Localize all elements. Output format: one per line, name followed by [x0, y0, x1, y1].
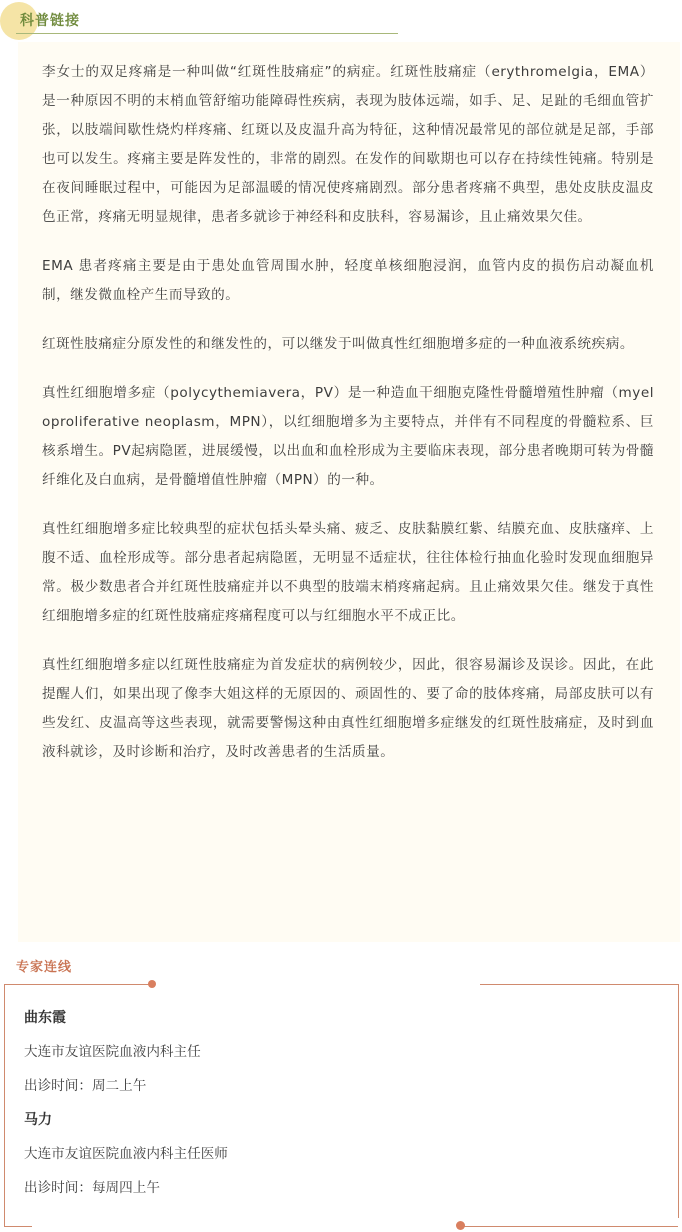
- expert-list: [24, 1006, 664, 1210]
- expert-section-title: 专家连线: [16, 960, 73, 975]
- expert-section: [0, 948, 682, 1232]
- frame-border-top-right: [480, 984, 678, 985]
- frame-border-bottom-left: [4, 1226, 32, 1227]
- doctor-clinic-time: 出诊时间：周二上午: [24, 1078, 147, 1094]
- frame-border-right: [678, 984, 679, 1218]
- frame-border-left: [4, 984, 5, 1227]
- article-body: [42, 58, 654, 787]
- frame-border-top: [4, 984, 152, 985]
- article-paragraph: EMA 患者疼痛主要是由于患处血管周围水肿，轻度单核细胞浸润，血管内皮的损伤启动凝血机制，继发微血栓产生而导致的。: [42, 258, 654, 303]
- doctor-name: 马力: [24, 1112, 52, 1128]
- doctor-position: 大连市友谊医院血液内科主任医师: [24, 1146, 228, 1162]
- article-paragraph: 真性红细胞增多症以红斑性肢痛症为首发症状的病例较少，因此，很容易漏诊及误诊。因此，在此提醒人们，如果出现了像李大姐这样的无原因的、顽固性的、要了命的肢体疼痛，局部皮肤可以有些发红、皮温高等这些表现，就需要警惕这种由真性红细胞增多症继发的红斑性肢痛症，及时到血液科就诊，及时诊断和治疗，及时改善患者的生活质量。: [42, 657, 654, 760]
- article-paragraph: 李女士的双足疼痛是一种叫做“红斑性肢痛症”的病症。红斑性肢痛症（erythromelgia，EMA）是一种原因不明的末梢血管舒缩功能障碍性疾病，表现为肢体远端，如手、足、足趾的毛细血管扩张，以肢端间歇性烧灼样疼痛、红斑以及皮温升高为特征，这种情况最常见的部位就是足部，手部也可以发生。疼痛主要是阵发性的，非常的剧烈。在发作的间歇期也可以存在持续性钝痛。特别是在夜间睡眠过程中，可能因为足部温暖的情况使疼痛剧烈。部分患者疼痛不典型，患处皮肤皮温皮色正常，疼痛无明显规律，患者多就诊于神经科和皮肤科，容易漏诊，且止痛效果欠佳。: [42, 64, 654, 225]
- doctor-clinic-time: 出诊时间：每周四上午: [24, 1180, 160, 1196]
- article-paragraph: 红斑性肢痛症分原发性的和继发性的，可以继发于叫做真性红细胞增多症的一种血液系统疾病。: [42, 336, 634, 352]
- science-section-title: 科普链接: [20, 13, 80, 29]
- doctor-name: 曲东霞: [24, 1010, 66, 1026]
- article-paragraph: 真性红细胞增多症比较典型的症状包括头晕头痛、疲乏、皮肤黏膜红紫、结膜充血、皮肤瘙痒、上腹不适、血栓形成等。部分患者起病隐匿，无明显不适症状，往往体检行抽血化验时发现血细胞异常。极少数患者合并红斑性肢痛症并以不典型的肢端末梢疼痛起病。且止痛效果欠佳。继发于真性红细胞增多症的红斑性肢痛症疼痛程度可以与红细胞水平不成正比。: [42, 521, 654, 624]
- frame-border-bottom-right: [462, 1226, 678, 1227]
- title-divider: [16, 33, 398, 34]
- frame-dot-top: [148, 980, 156, 988]
- frame-dot-bottom: [456, 1221, 465, 1230]
- doctor-position: 大连市友谊医院血液内科主任: [24, 1044, 201, 1060]
- article-paragraph: 真性红细胞增多症（polycythemiavera，PV）是一种造血干细胞克隆性骨髓增殖性肿瘤（myeloproliferative neoplasm，MPN），以红细胞增多为主要特点，并伴有不同程度的骨髓粒系、巨核系增生。PV起病隐匿，进展缓慢，以出血和血栓形成为主要临床表现，部分患者晚期可转为骨髓纤维化及白血病，是骨髓增值性肿瘤（MPN）的一种。: [42, 385, 654, 488]
